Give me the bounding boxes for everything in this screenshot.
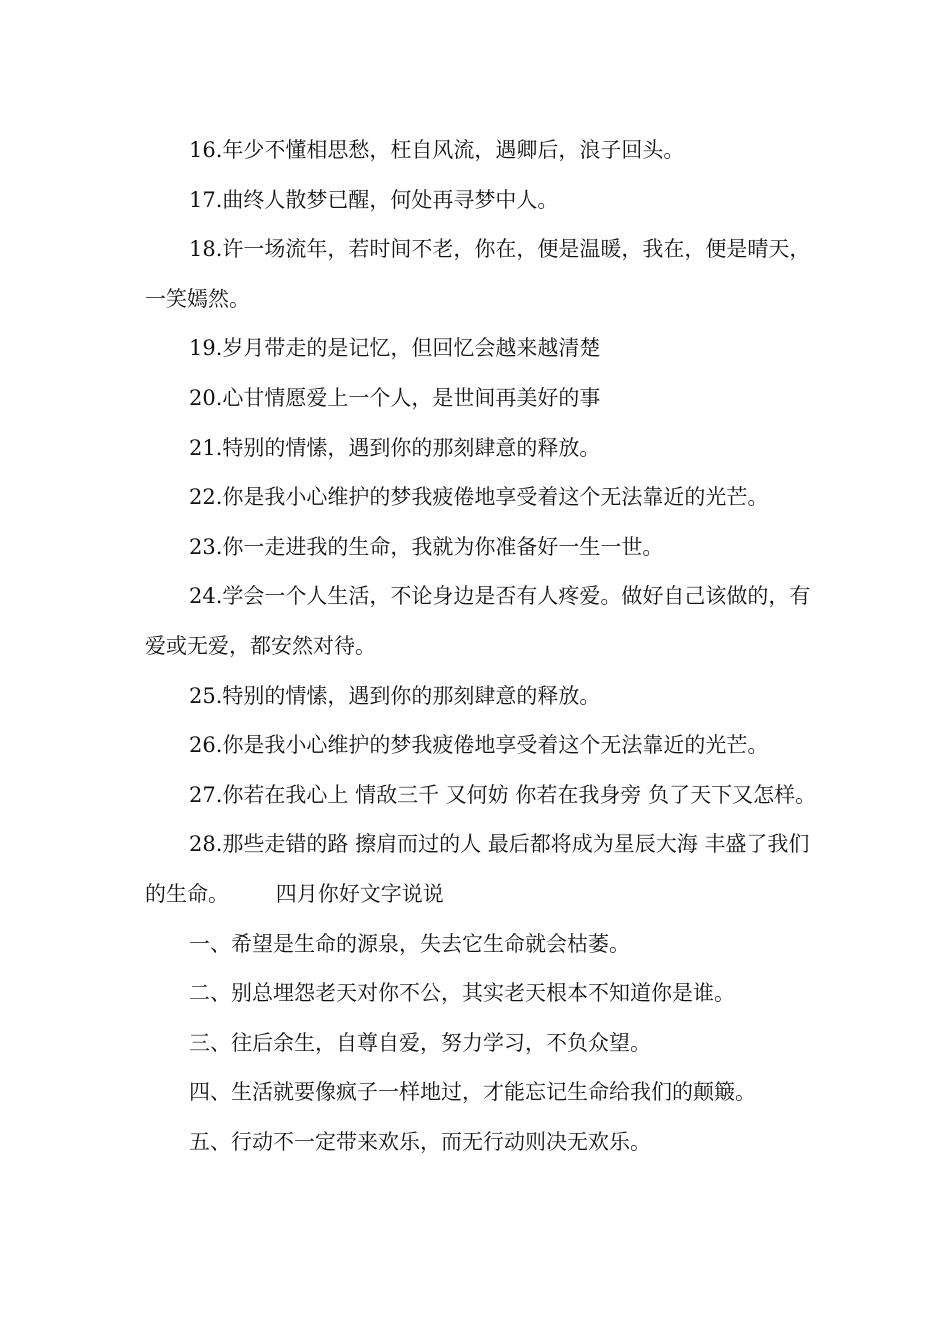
- paragraph: 22.你是我小心维护的梦我疲倦地享受着这个无法靠近的光芒。: [189, 485, 769, 510]
- paragraph: 19.岁月带走的是记忆，但回忆会越来越清楚: [189, 336, 601, 361]
- paragraph: 五、行动不一定带来欢乐，而无行动则决无欢乐。: [189, 1129, 651, 1154]
- paragraph: 21.特别的情愫，遇到你的那刻肆意的释放。: [189, 435, 601, 460]
- paragraph: 二、别总埋怨老天对你不公，其实老天根本不知道你是谁。: [189, 981, 735, 1006]
- paragraph: 一、希望是生命的源泉，失去它生命就会枯萎。: [189, 931, 630, 956]
- paragraph: 26.你是我小心维护的梦我疲倦地享受着这个无法靠近的光芒。: [189, 733, 769, 758]
- paragraph: 16.年少不懂相思愁，枉自风流，遇卿后，浪子回头。: [189, 138, 685, 162]
- paragraph: 23.你一走进我的生命，我就为你准备好一生一世。: [189, 534, 664, 559]
- paragraph: 三、往后余生，自尊自爱，努力学习，不负众望。: [189, 1030, 651, 1055]
- paragraph: 28.那些走错的路 擦肩而过的人 最后都将成为星辰大海 丰盛了我们的生命。 四月你好文字说说: [145, 832, 810, 906]
- paragraph: 20.心甘情愿爱上一个人，是世间再美好的事: [189, 385, 601, 410]
- paragraph: 27.你若在我心上 情敌三千 又何妨 你若在我身旁 负了天下又怎样。: [189, 782, 817, 807]
- paragraph: 24.学会一个人生活，不论身边是否有人疼爱。做好自己该做的，有爱或无爱，都安然对待。: [145, 584, 811, 658]
- paragraph: 四、生活就要像疯子一样地过，才能忘记生命给我们的颠簸。: [189, 1080, 756, 1105]
- document-body: [145, 126, 825, 1167]
- paragraph: 25.特别的情愫，遇到你的那刻肆意的释放。: [189, 683, 601, 708]
- paragraph: 17.曲终人散梦已醒，何处再寻梦中人。: [189, 187, 559, 212]
- paragraph: 18.许一场流年，若时间不老，你在，便是温暖，我在，便是晴天，一笑嫣然。: [145, 237, 811, 311]
